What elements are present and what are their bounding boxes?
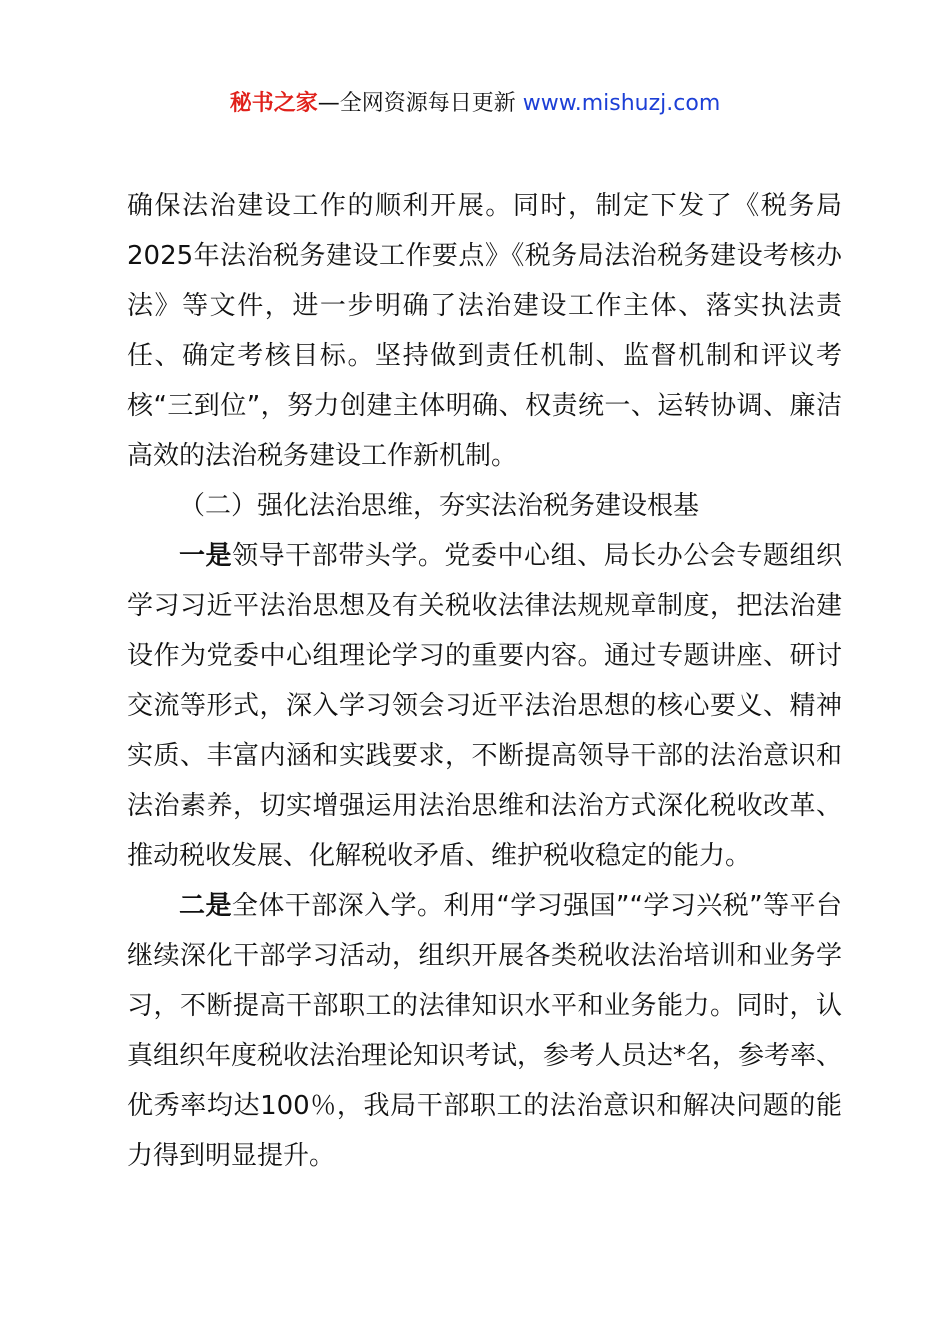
paragraph-lead-second: 二是 bbox=[179, 891, 232, 921]
header-url[interactable]: www.mishuzj.com bbox=[522, 91, 721, 116]
paragraph-lead-first: 一是 bbox=[179, 541, 233, 571]
document-body bbox=[127, 181, 842, 1181]
paragraph-text-second: 全体干部深入学。利用“学习强国”“学习兴税”等平台继续深化干部学习活动，组织开展各类税收法治培训和业务学习，不断提高干部职工的法律知识水平和业务能力。同时，认真组织年度税收法治理论知识考试，参考人员达*名，参考率、优秀率均达100％，我局干部职工的法治意识和解决问题的能力得到明显提升。 bbox=[127, 891, 843, 1171]
header-tagline: —全网资源每日更新 bbox=[317, 91, 523, 116]
paragraph-text-first: 领导干部带头学。党委中心组、局长办公会专题组织学习习近平法治思想及有关税收法律法规规章制度，把法治建设作为党委中心组理论学习的重要内容。通过专题讲座、研讨交流等形式，深入学习领会习近平法治思想的核心要义、精神实质、丰富内涵和实践要求，不断提高领导干部的法治意识和法治素养，切实增强运用法治思维和法治方式深化税收改革、推动税收发展、化解税收矛盾、维护税收稳定的能力。 bbox=[127, 541, 842, 871]
section-heading: （二）强化法治思维，夯实法治税务建设根基 bbox=[179, 491, 700, 521]
brand-name: 秘书之家 bbox=[229, 91, 318, 116]
paragraph-leaders-study bbox=[127, 531, 842, 881]
page-header bbox=[0, 86, 950, 122]
paragraph-continuation: 确保法治建设工作的顺利开展。同时，制定下发了《税务局2025年法治税务建设工作要点》《税务局法治税务建设考核办法》等文件，进一步明确了法治建设工作主体、落实执法责任、确定考核目标。坚持做到责任机制、监督机制和评议考核“三到位”，努力创建主体明确、权责统一、运转协调、廉洁高效的法治税务建设工作新机制。 bbox=[127, 191, 842, 471]
paragraph-all-cadres-study bbox=[127, 881, 842, 1181]
